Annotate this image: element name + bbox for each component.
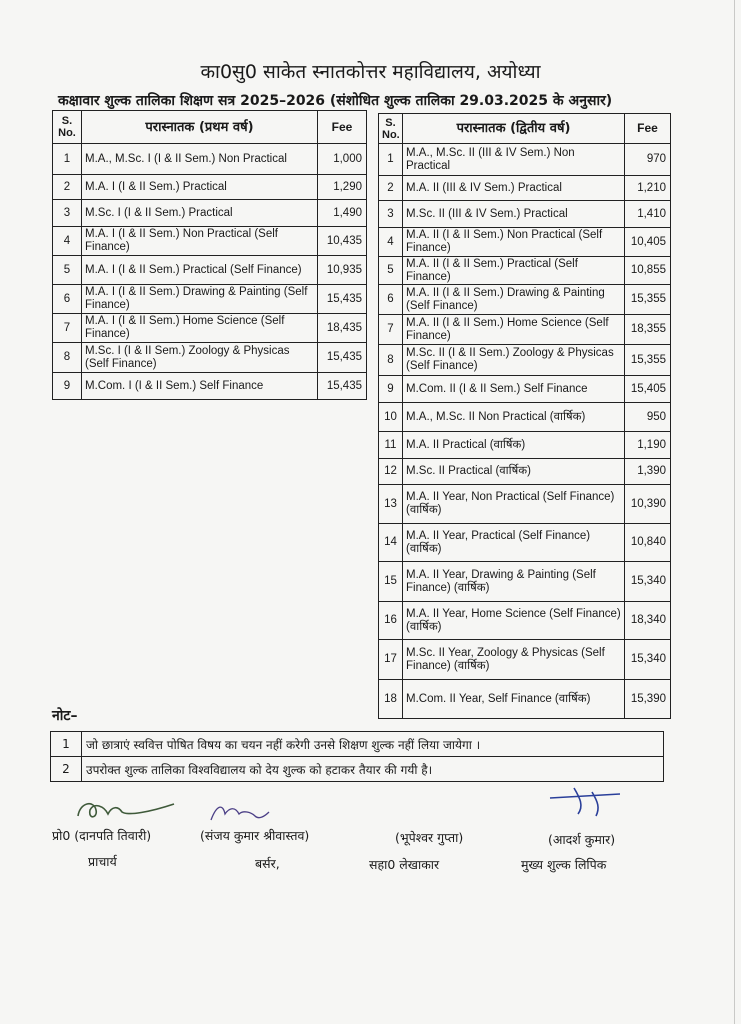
- table-row: [53, 373, 367, 400]
- signatory-designation: मुख्य शुल्क लिपिक: [521, 857, 607, 872]
- table-row: [53, 285, 367, 314]
- signatory-designation: बर्सर,: [255, 856, 280, 871]
- fee-amount: 18,435: [318, 314, 367, 343]
- college-title: का0सु0 साकेत स्नातकोत्तर महाविद्यालय, अयोध्या: [200, 61, 541, 83]
- course-name: M.A. II (I & II Sem.) Home Science (Self Finance): [403, 315, 625, 345]
- fee-amount: 15,435: [318, 285, 367, 314]
- row-number: 11: [379, 432, 403, 459]
- table-row: [379, 376, 671, 403]
- table-row: [53, 314, 367, 343]
- fee-amount: 10,435: [318, 227, 367, 256]
- principal-signature: [70, 796, 180, 826]
- table-row: [53, 343, 367, 373]
- row-number: 12: [379, 459, 403, 485]
- table-row: [379, 602, 671, 640]
- fee-amount: 15,340: [625, 640, 671, 680]
- table-row: [53, 175, 367, 200]
- table-row: [379, 285, 671, 315]
- row-number: 6: [379, 285, 403, 315]
- row-number: 1: [53, 144, 82, 175]
- table-row: [53, 200, 367, 227]
- signatory-name: प्रो0 (दानपति तिवारी): [52, 828, 152, 843]
- table-row: [53, 144, 367, 175]
- course-name: M.A. II Year, Practical (Self Finance) (वार्षिक): [403, 524, 625, 562]
- row-number: 15: [379, 562, 403, 602]
- note-label: नोट–: [52, 708, 78, 724]
- signatory-name: (आदर्श कुमार): [548, 832, 616, 847]
- row-number: 2: [53, 175, 82, 200]
- fee-amount: 950: [625, 403, 671, 432]
- row-number: 9: [379, 376, 403, 403]
- fee-amount: 18,355: [625, 315, 671, 345]
- table-row: [379, 680, 671, 719]
- table-row: [379, 485, 671, 524]
- fee-amount: 970: [625, 144, 671, 176]
- session-title: कक्षावार शुल्क तालिका शिक्षण सत्र 2025–2026 (संशोधित शुल्क तालिका 29.03.2025 के अनुसार): [58, 93, 613, 109]
- course-name: M.Sc. II Year, Zoology & Physicas (Self Finance) (वार्षिक): [403, 640, 625, 680]
- fee-amount: 15,405: [625, 376, 671, 403]
- fee-amount: 1,390: [625, 459, 671, 485]
- note-text: जो छात्राएं स्ववित्त पोषित विषय का चयन नहीं करेगी उनसे शिक्षण शुल्क नहीं लिया जायेगा ।: [82, 732, 664, 757]
- course-name: M.A. I (I & II Sem.) Non Practical (Self Finance): [82, 227, 318, 256]
- course-name: M.A. II (I & II Sem.) Practical (Self Finance): [403, 257, 625, 285]
- course-name: M.A. I (I & II Sem.) Practical: [82, 175, 318, 200]
- fee-amount: 1,210: [625, 176, 671, 201]
- course-name: M.A., M.Sc. II (III & IV Sem.) Non Practical: [403, 144, 625, 176]
- table-row: [379, 524, 671, 562]
- row-number: 13: [379, 485, 403, 524]
- course-header: परास्नातक (प्रथम वर्ष): [82, 111, 318, 144]
- table-row: [379, 640, 671, 680]
- table-row: [379, 176, 671, 201]
- fee-amount: 10,935: [318, 256, 367, 285]
- fee-amount: 15,390: [625, 680, 671, 719]
- table-row: [379, 228, 671, 257]
- row-number: 8: [379, 345, 403, 376]
- row-number: 2: [379, 176, 403, 201]
- fee-amount: 18,340: [625, 602, 671, 640]
- signatory-name: (संजय कुमार श्रीवास्तव): [200, 828, 310, 843]
- course-name: M.Com. II (I & II Sem.) Self Finance: [403, 376, 625, 403]
- row-number: 3: [379, 201, 403, 228]
- table-header-row: [53, 111, 367, 144]
- row-number: 10: [379, 403, 403, 432]
- course-name: M.Com. II Year, Self Finance (वार्षिक): [403, 680, 625, 719]
- course-name: M.A. II Year, Non Practical (Self Finance) (वार्षिक): [403, 485, 625, 524]
- fee-amount: 15,340: [625, 562, 671, 602]
- table-row: [379, 257, 671, 285]
- table-row: [379, 201, 671, 228]
- course-name: M.Sc. II (III & IV Sem.) Practical: [403, 201, 625, 228]
- fee-amount: 1,290: [318, 175, 367, 200]
- course-name: M.A. II Practical (वार्षिक): [403, 432, 625, 459]
- course-name: M.Sc. I (I & II Sem.) Zoology & Physicas (Self Finance): [82, 343, 318, 373]
- table-row: [379, 562, 671, 602]
- course-name: M.Sc. I (I & II Sem.) Practical: [82, 200, 318, 227]
- row-number: 5: [53, 256, 82, 285]
- row-number: 17: [379, 640, 403, 680]
- second-year-fee-table: [378, 113, 671, 719]
- note-number: 2: [51, 757, 82, 782]
- fee-amount: 1,490: [318, 200, 367, 227]
- table-row: [379, 345, 671, 376]
- first-year-fee-table: [52, 110, 367, 400]
- row-number: 7: [53, 314, 82, 343]
- signatory-designation: सहा0 लेखाकार: [369, 857, 440, 872]
- signatory-name: (भूपेश्वर गुप्ता): [395, 830, 464, 845]
- row-number: 4: [53, 227, 82, 256]
- course-header: परास्नातक (द्वितीय वर्ष): [403, 114, 625, 144]
- row-number: 18: [379, 680, 403, 719]
- course-name: M.A., M.Sc. I (I & II Sem.) Non Practical: [82, 144, 318, 175]
- fee-amount: 15,355: [625, 285, 671, 315]
- course-name: M.A. II Year, Drawing & Painting (Self Finance) (वार्षिक): [403, 562, 625, 602]
- fee-amount: 1,410: [625, 201, 671, 228]
- note-row: [51, 757, 664, 782]
- table-row: [379, 315, 671, 345]
- note-text: उपरोक्त शुल्क तालिका विश्वविद्यालय को देय शुल्क को हटाकर तैयार की गयी है।: [82, 757, 664, 782]
- fee-amount: 1,000: [318, 144, 367, 175]
- row-number: 1: [379, 144, 403, 176]
- fee-header: Fee: [318, 111, 367, 144]
- row-number: 7: [379, 315, 403, 345]
- row-number: 9: [53, 373, 82, 400]
- table-row: [379, 432, 671, 459]
- fee-amount: 10,840: [625, 524, 671, 562]
- course-name: M.A. I (I & II Sem.) Practical (Self Finance): [82, 256, 318, 285]
- row-number: 14: [379, 524, 403, 562]
- row-number: 4: [379, 228, 403, 257]
- bursar-signature: [205, 800, 275, 828]
- course-name: M.Sc. II Practical (वार्षिक): [403, 459, 625, 485]
- note-number: 1: [51, 732, 82, 757]
- course-name: M.Sc. II (I & II Sem.) Zoology & Physicas (Self Finance): [403, 345, 625, 376]
- clerk-signature: [540, 782, 630, 822]
- course-name: M.A. I (I & II Sem.) Home Science (Self Finance): [82, 314, 318, 343]
- table-header-row: [379, 114, 671, 144]
- notes-table: [50, 731, 664, 782]
- table-row: [379, 403, 671, 432]
- row-number: 6: [53, 285, 82, 314]
- course-name: M.A., M.Sc. II Non Practical (वार्षिक): [403, 403, 625, 432]
- fee-amount: 10,405: [625, 228, 671, 257]
- course-name: M.A. II Year, Home Science (Self Finance) (वार्षिक): [403, 602, 625, 640]
- course-name: M.A. II (III & IV Sem.) Practical: [403, 176, 625, 201]
- course-name: M.A. I (I & II Sem.) Drawing & Painting (Self Finance): [82, 285, 318, 314]
- row-number: 8: [53, 343, 82, 373]
- table-row: [53, 256, 367, 285]
- fee-header: Fee: [625, 114, 671, 144]
- row-number: 16: [379, 602, 403, 640]
- sno-header: S. No.: [53, 111, 82, 144]
- fee-amount: 1,190: [625, 432, 671, 459]
- row-number: 5: [379, 257, 403, 285]
- table-row: [379, 144, 671, 176]
- table-row: [53, 227, 367, 256]
- fee-amount: 10,390: [625, 485, 671, 524]
- fee-amount: 15,435: [318, 373, 367, 400]
- course-name: M.A. II (I & II Sem.) Non Practical (Self Finance): [403, 228, 625, 257]
- fee-amount: 15,435: [318, 343, 367, 373]
- table-row: [379, 459, 671, 485]
- course-name: M.A. II (I & II Sem.) Drawing & Painting (Self Finance): [403, 285, 625, 315]
- note-row: [51, 732, 664, 757]
- fee-amount: 10,855: [625, 257, 671, 285]
- course-name: M.Com. I (I & II Sem.) Self Finance: [82, 373, 318, 400]
- page-edge: [734, 0, 735, 1024]
- row-number: 3: [53, 200, 82, 227]
- sno-header: S. No.: [379, 114, 403, 144]
- signatory-designation: प्राचार्य: [88, 854, 117, 869]
- fee-amount: 15,355: [625, 345, 671, 376]
